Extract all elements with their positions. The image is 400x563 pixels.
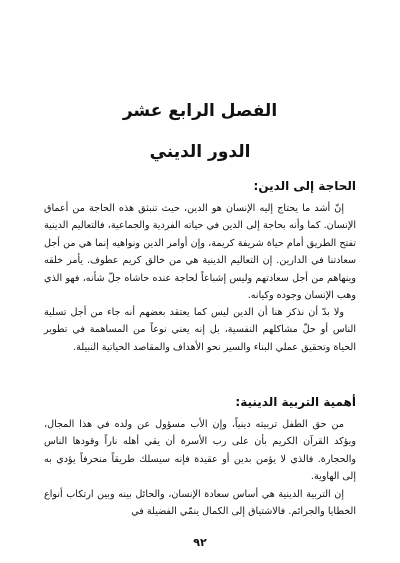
section-heading-need-for-religion: الحاجة إلى الدين: xyxy=(253,179,356,193)
paragraph-need-1: إنّ أشد ما يحتاج إليه الإنسان هو الدين، حيث تنبثق هذه الحاجة من أعماق الإنسان. كما وأنه بحاجة إلى الدين في حياته الفردية والجماعية، فالتعاليم الدينية تفتح الطريق أمام حياة شريفة كريمة، وإن أوامر الدين ونواهيه إنما هي من أجل سعادتنا في الدارين. إن التعاليم الدينية هي من خالق كريم عطوف. يأمر خلقه وينهاهم من أجل سعادتهم وليس إشباعاً لحاجة عنده حاشاه جلّ شأنه، فهو الذي وهب الإنسان وجوده وكيانه. xyxy=(44,203,356,302)
page-number: ٩٢ xyxy=(193,536,207,549)
paragraph-education-2: إن التربية الدينية هي أساس سعادة الإنسان، والحائل بينه وبين ارتكاب أنواع الخطايا والجرائم. فالاشتياق إلى الكمال ينمّي الفضيلة في xyxy=(44,489,356,518)
section-heading-religious-education: أهمية التربية الدينية: xyxy=(235,395,356,409)
chapter-subtitle: الدور الديني xyxy=(149,142,251,162)
paragraph-need-2: ولا بدّ أن نذكر هنا أن الدين ليس كما يعتقد بعضهم أنه جاء من أجل تسلية الناس أو حلّ مشاكلهم النفسية، بل إنه يعني نوعاً من المساهمة في تطوير الحياة وتحقيق عملي البناء والسير نحو الأهداف والمقاصد الحياتية النبيلة. xyxy=(44,307,356,353)
chapter-title: الفصل الرابع عشر xyxy=(122,101,278,121)
paragraph-education-1: من حق الطفل تربيته دينياً، وإن الأب مسؤول عن ولده في هذا المجال، ويؤكد القرآن الكريم بأن على رب الأسرة أن يقي أهله ناراً وقودها الناس والحجارة. فالذي لا يؤمن بدين أو عقيدة فإنه سيسلك طريقاً منحرفاً يؤدي به إلى الهاوية. xyxy=(44,419,356,483)
